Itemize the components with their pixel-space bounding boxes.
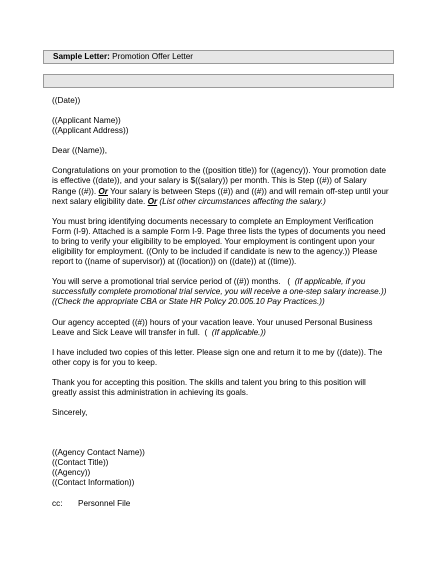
letter-date: ((Date)) [52, 96, 81, 105]
paragraph-leave: Our agency accepted ((#)) hours of your vacation leave. Your unused Personal Business Leave and Sick Leave will transfer in full. ( (If applicable.)) [52, 317, 373, 337]
report-text: Please report to ((name of supervisor)) at ((location)) on ((date)) at ((time)). [52, 247, 378, 267]
or-marker-2: Or [147, 196, 158, 206]
blank-bar [43, 74, 394, 88]
leave-text: Our agency accepted ((#)) hours of your vacation leave. Your unused Personal Business Leave and Sick Leave will transfer in full. [52, 317, 373, 337]
contact-information: ((Contact Information)) [52, 478, 135, 488]
title-bar [43, 50, 394, 64]
paragraph-documents [52, 217, 392, 267]
trial-service-note: (If applicable, if you successfully complete promotional trial service, you will receive a one-step salary increase.)) ((Check the appropriate CBA or State HR Policy 20.005.10 Pay Practices.)) [52, 277, 387, 307]
paragraph-copies: I have included two copies of this letter. Please sign one and return it to me by ((date)). The other copy is for you to keep. [52, 347, 383, 367]
leave-note: (If applicable.)) [211, 327, 266, 337]
salary-other-text: (List other circumstances affecting the salary.) [159, 196, 326, 206]
letter-body [52, 96, 392, 509]
contact-agency: ((Agency)) [52, 468, 91, 478]
closing: Sincerely, [52, 408, 88, 418]
or-marker-1: Or [98, 186, 108, 196]
contact-name: ((Agency Contact Name)) [52, 448, 145, 458]
paragraph-trial-service: You will serve a promotional trial service period of ((#)) months. ( (If applicable, if you successfully complete promotional trial service, you will receive a one-step salary increase.)) ((Check the appropriate CBA or State HR Policy 20.005.10 Pay Practices.)) [52, 277, 387, 307]
salary-steps-text: Your salary is between Steps ((#)) and ((#)) and will remain off-step until your next salary eligibility date. [52, 186, 389, 206]
trial-service-text: You will serve a promotional trial service period of ((#)) months. [52, 277, 281, 287]
paragraph-thanks: Thank you for accepting this position. The skills and talent you bring to this position will greatly assist this administration in achieving its goals. [52, 377, 366, 397]
letter-title [53, 51, 193, 63]
applicant-name: ((Applicant Name)) [52, 116, 121, 126]
title-text: Promotion Offer Letter [112, 52, 194, 61]
salutation: Dear ((Name)), [52, 146, 108, 156]
cc-label: cc: [52, 498, 63, 508]
contact-title: ((Contact Title)) [52, 458, 109, 468]
salary-text: Congratulations on your promotion to the ((position title)) for ((agency)). Your promotion date is effective ((date)), and your salary is $((salary)) per month. This is Step ((#)) of Salary Range ((#)). [52, 166, 387, 196]
paragraph-salary [52, 166, 392, 206]
cc-line [52, 499, 392, 509]
sample-label: Sample Letter: [53, 52, 110, 61]
documents-text: You must bring identifying documents necessary to complete an Employment Verification Form (I-9). Attached is a sample Form I-9. Page three lists the types of documents you need to bring to verify your eligibility to be employed. Your employment is contingent upon your eligibility for employment. [52, 216, 386, 257]
applicant-address: ((Applicant Address)) [52, 126, 129, 136]
cc-value: Personnel File [78, 498, 131, 508]
new-candidate-note: ((Only to be included if candidate is new to the agency.)) [146, 247, 350, 257]
